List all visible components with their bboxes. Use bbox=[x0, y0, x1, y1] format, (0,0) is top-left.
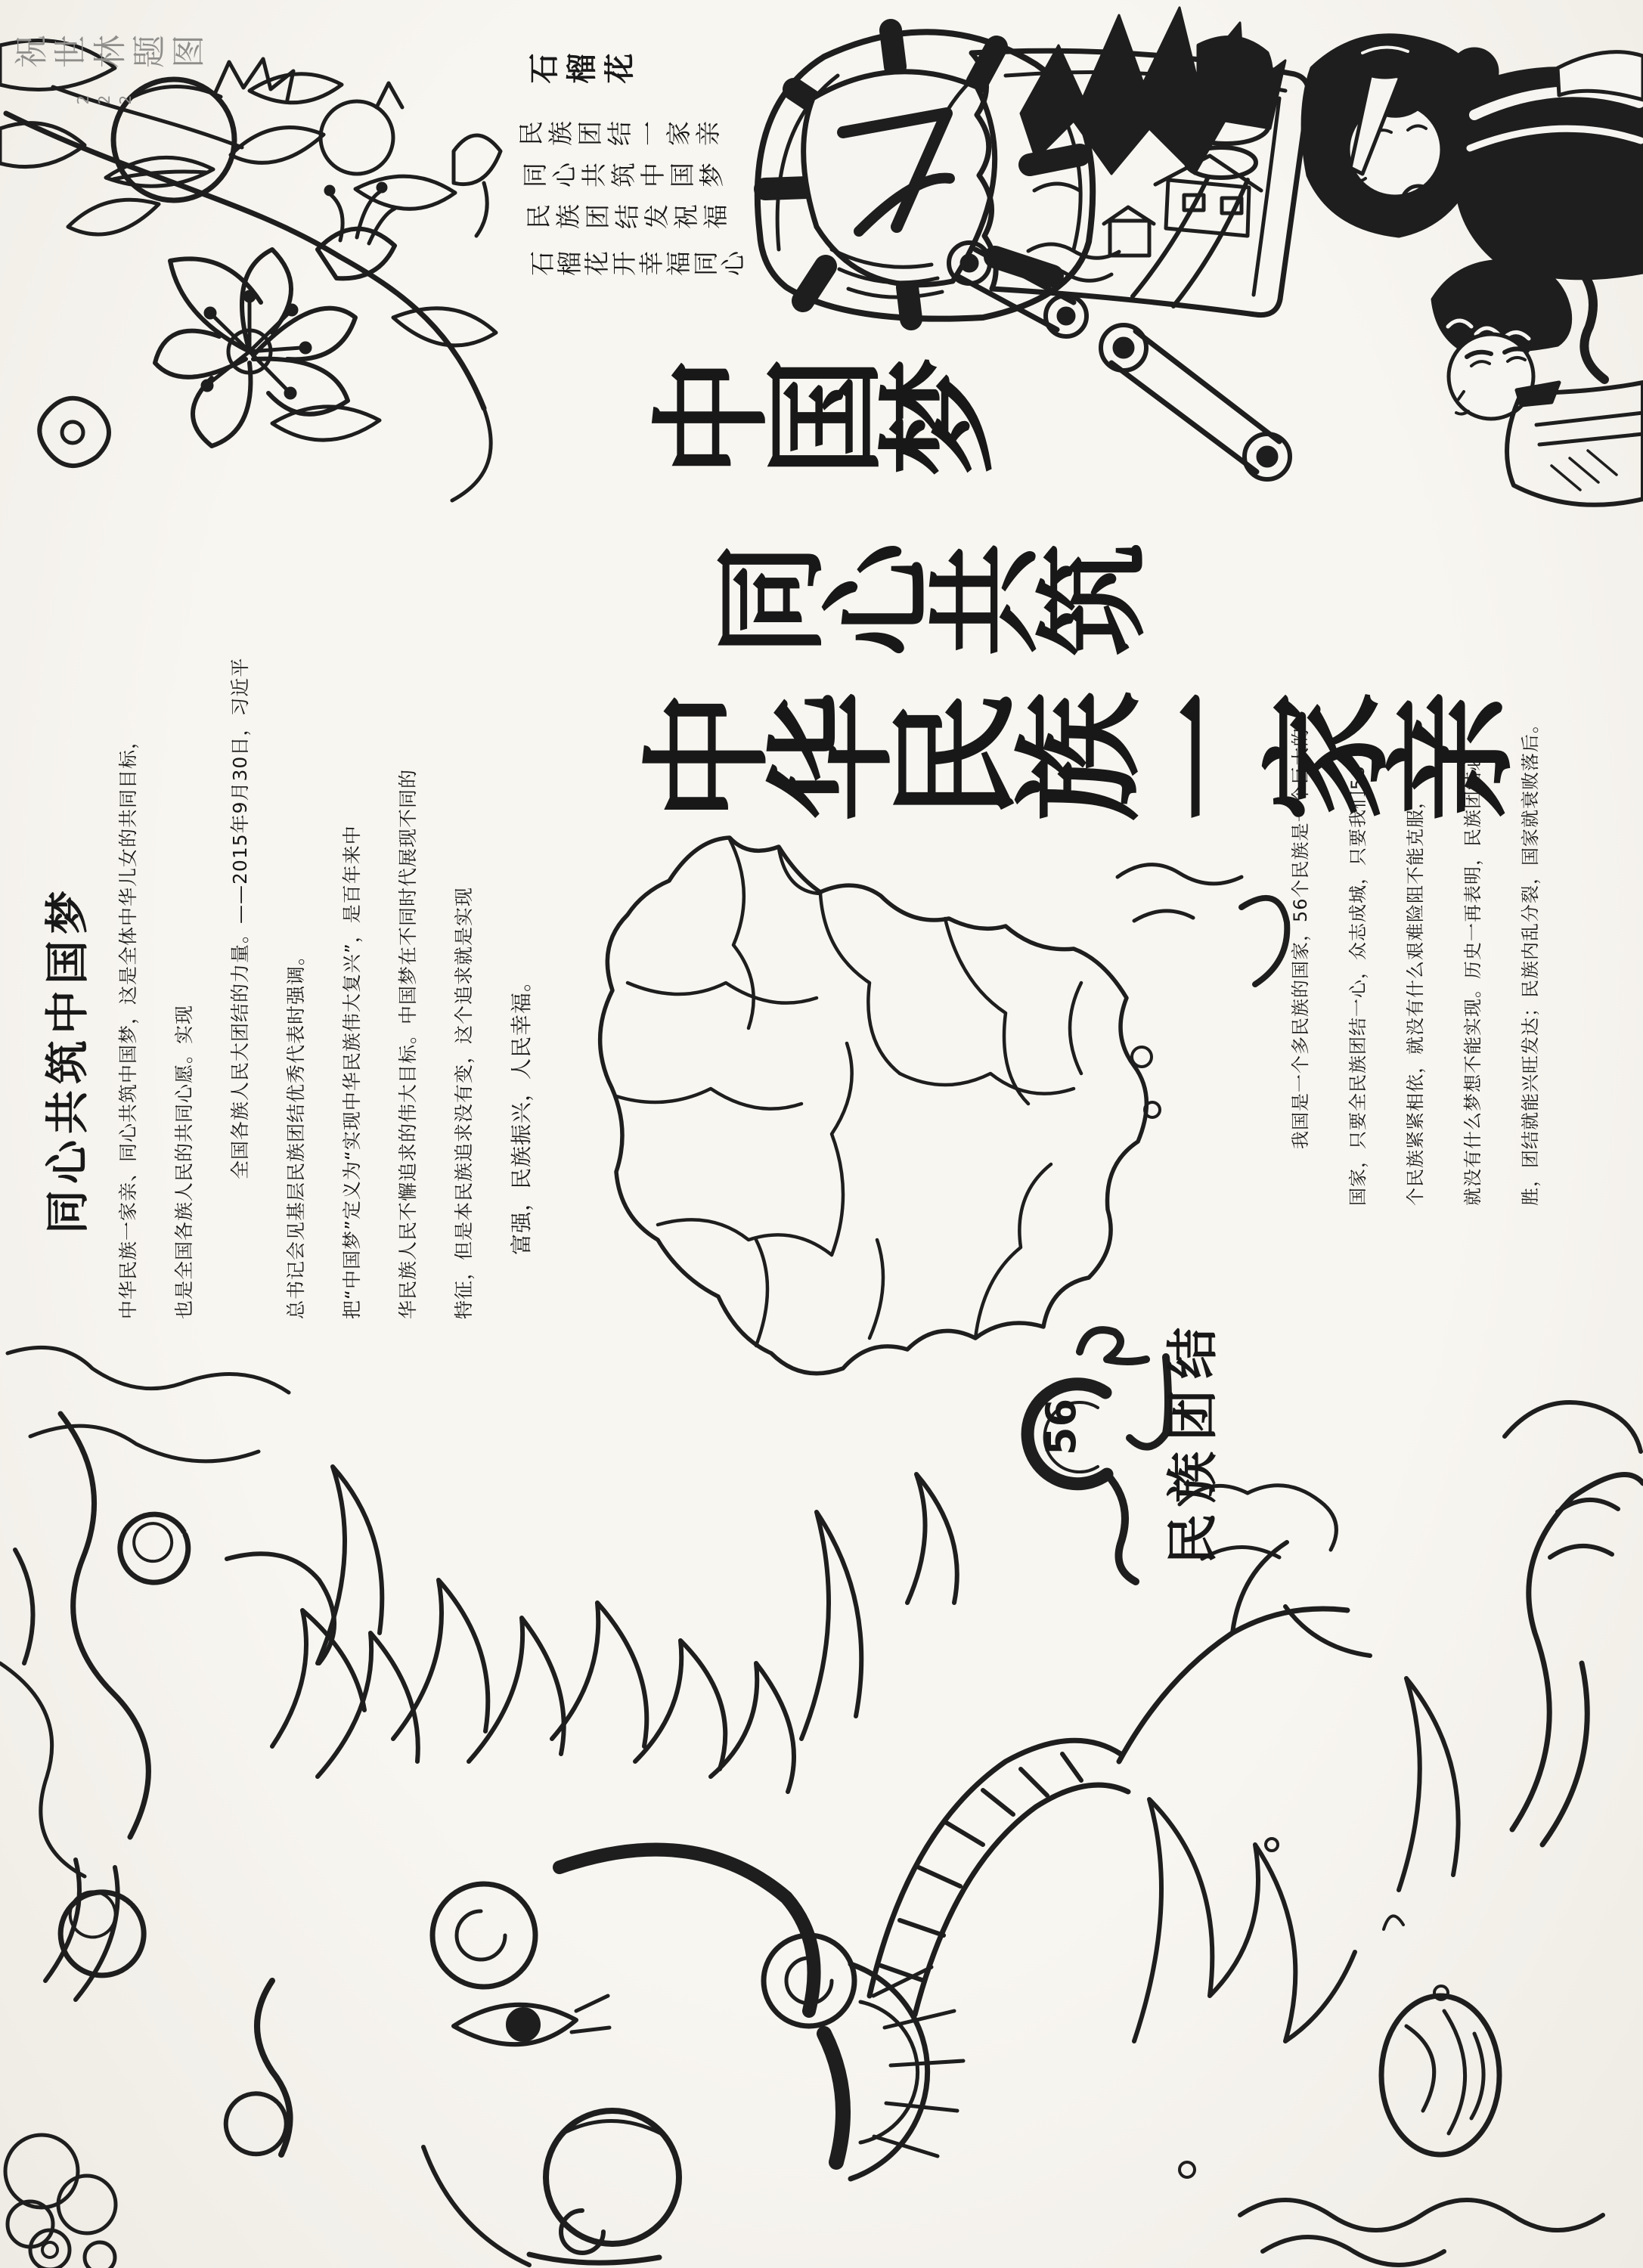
map-56-label: 56 bbox=[1037, 1398, 1085, 1455]
main-title-part3: 中国梦 bbox=[649, 358, 989, 497]
left-section-line: 华民族人民不懈追求的伟大目标。中国梦在不同时代展现不同的 bbox=[397, 768, 419, 1319]
left-section-line: 总书记会见基层民族团结优秀代表时强调。 bbox=[285, 945, 307, 1319]
left-section-line: 中华民族一家亲、同心共筑中国梦，这是全体中华儿女的共同目标， bbox=[117, 729, 139, 1319]
right-section-line: 国家，只要全民族团结一心，众志成城，只要我们56 bbox=[1347, 765, 1369, 1206]
right-section-header: 民族团结 bbox=[1164, 1316, 1223, 1565]
verse-line: 石榴花开幸福同心 bbox=[529, 250, 747, 280]
left-section-line: 富强，民族振兴，人民幸福。 bbox=[509, 969, 534, 1255]
left-section-line: 也是全国各族人民的共同心愿。实现 bbox=[173, 1004, 195, 1319]
right-section-line: 就没有什么梦想不能实现。历史一再表明，民族团结必 bbox=[1462, 752, 1483, 1206]
left-section-line: 把“中国梦”定义为“实现中华民族伟大复兴”，是百年来中 bbox=[341, 825, 363, 1319]
right-section-line: 我国是一个多民族的国家，56个民族是一个巨大的 bbox=[1290, 727, 1311, 1149]
right-section-line: 胜，团结就能兴旺发达；民族内乱分裂，国家就衰败落后。 bbox=[1520, 714, 1541, 1206]
verse-line: 同心共筑中国梦 bbox=[522, 162, 728, 191]
left-section-line: 特征，但是本民族追求没有变，这个追求就是实现 bbox=[453, 886, 475, 1319]
pomegranate-label: 石榴花 bbox=[528, 54, 641, 88]
left-section-line: 全国各族人民大团结的力量。——2015年9月30日，习近平 bbox=[229, 657, 251, 1179]
pencil-signature: 祝世林题图 bbox=[14, 36, 210, 74]
verse-line: 民族团结一家亲 bbox=[518, 120, 724, 150]
main-title-part2: 同心共筑 bbox=[711, 544, 1140, 676]
right-section-line: 个民族紧紧相依，就没有什么艰难险阻不能克服， bbox=[1405, 790, 1426, 1206]
left-section-header: 同心共筑中国梦 bbox=[42, 884, 93, 1234]
verse-line: 民族团结发祝福 bbox=[525, 203, 732, 233]
pencil-signature-sub: 222 bbox=[74, 91, 138, 109]
main-title-part1: 中华民族一家亲 bbox=[639, 691, 1507, 843]
